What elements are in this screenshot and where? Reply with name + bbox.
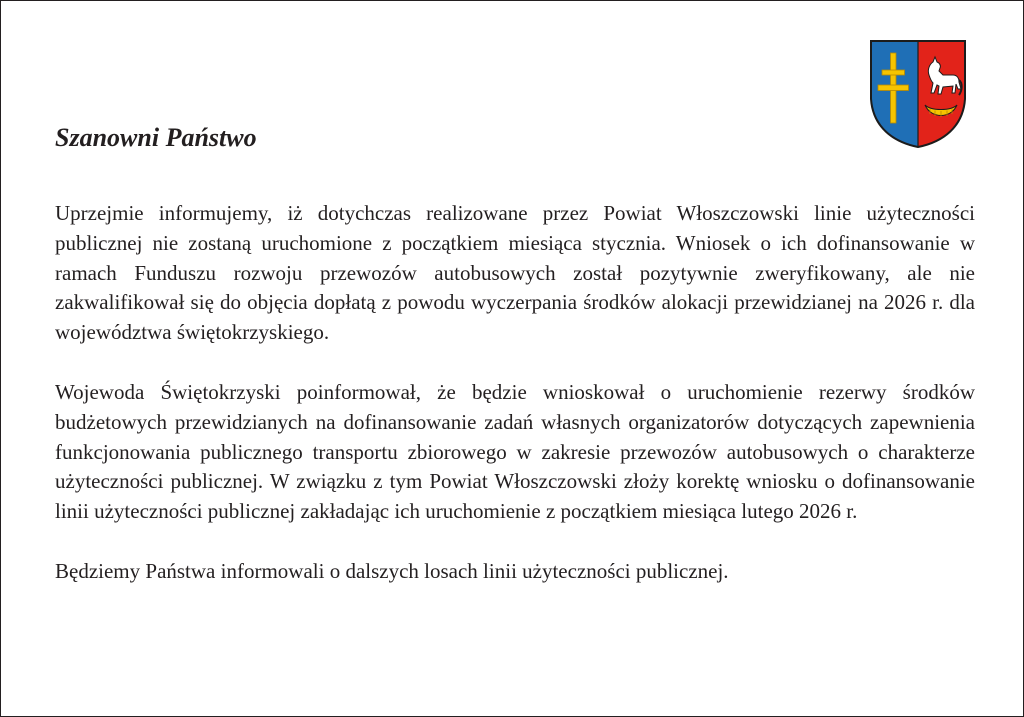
greeting-heading: Szanowni Państwo	[55, 123, 257, 152]
coat-of-arms-icon	[869, 39, 967, 149]
paragraph-3: Będziemy Państwa informowali o dalszych losach linii użyteczności publicznej.	[55, 558, 729, 583]
notice-body	[55, 199, 975, 587]
paragraph-1: Uprzejmie informujemy, iż dotychczas realizowane przez Powiat Włoszczowski linie użyteczności publicznej nie zostaną uruchomione z początkiem miesiąca stycznia. Wniosek o ich dofinansowanie w ramach Funduszu rozwoju przewozów autobusowych został pozytywnie zweryfikowany, ale nie zakwalifikował się do objęcia dopłatą z powodu wyczerpania środków alokacji przewidzianej na 2026 r. dla województwa świętokrzyskiego.	[55, 201, 975, 345]
paragraph-2: Wojewoda Świętokrzyski poinformował, że będzie wnioskował o uruchomienie rezerwy środków budżetowych przewidzianych na dofinansowanie zadań własnych organizatorów dotyczących zapewnienia funkcjonowania publicznego transportu zbiorowego w zakresie przewozów autobusowych o charakterze użyteczności publicznej. W związku z tym Powiat Włoszczowski złoży korektę wniosku o dofinansowanie linii użyteczności publicznej zakładając ich uruchomienie z początkiem miesiąca lutego 2026 r.	[55, 379, 975, 524]
